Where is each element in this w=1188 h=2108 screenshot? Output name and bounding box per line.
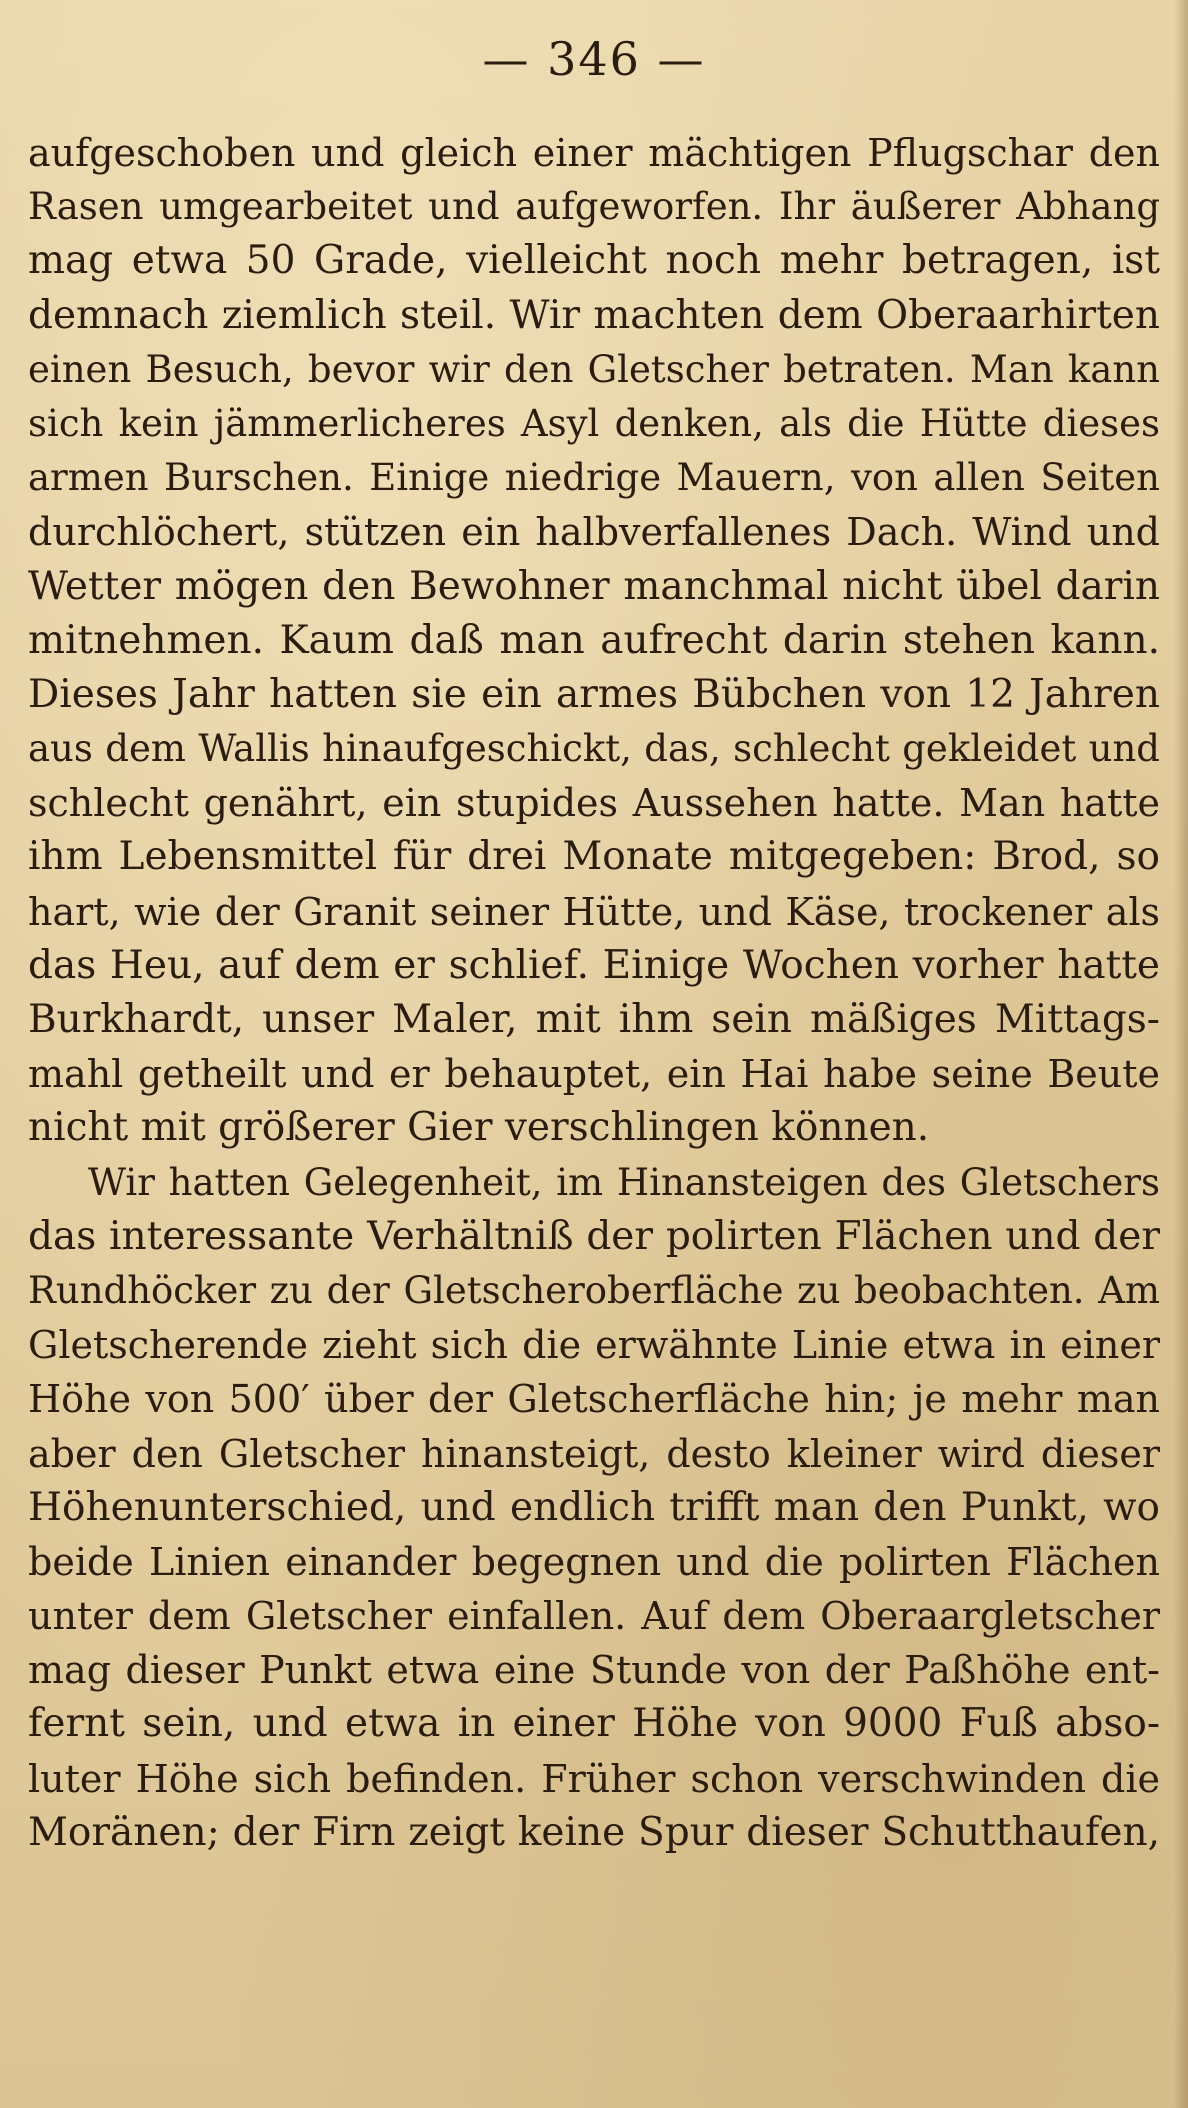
text-line: unter dem Gletscher einfallen. Auf dem Oberaargletscher <box>28 1594 1160 1639</box>
text-line: Wir hatten Gelegenheit, im Hinansteigen des Gletschers <box>88 1160 1160 1204</box>
text-line: mag dieser Punkt etwa eine Stunde von der Paßhöhe ent- <box>28 1648 1160 1693</box>
text-line: ihm Lebensmittel für drei Monate mitgegeben: Brod, so <box>28 834 1160 880</box>
text-line: schlecht genährt, ein stupides Aussehen hatte. Man hatte <box>28 781 1160 826</box>
body-text <box>28 126 1160 1860</box>
text-line: mahl getheilt und er behauptet, ein Hai habe seine Beute <box>28 1052 1160 1097</box>
text-line: Gletscherende zieht sich die erwähnte Linie etwa in einer <box>28 1323 1160 1368</box>
text-line: hart, wie der Granit seiner Hütte, und Käse, trockener als <box>28 889 1160 934</box>
text-line: beide Linien einander begegnen und die polirten Flächen <box>28 1539 1160 1584</box>
text-line: aufgeschoben und gleich einer mächtigen Pflugschar den <box>28 131 1160 175</box>
text-line: Wetter mögen den Bewohner manchmal nicht übel darin <box>28 563 1160 609</box>
text-line: Höhe von 500′ über der Gletscherfläche hin; je mehr man <box>28 1377 1160 1422</box>
text-line: das Heu, auf dem er schlief. Einige Wochen vorher hatte <box>28 942 1160 988</box>
text-line: fernt sein, und etwa in einer Höhe von 9000 Fuß abso- <box>28 1701 1160 1747</box>
text-line: Rundhöcker zu der Gletscheroberfläche zu beobachten. Am <box>28 1268 1160 1312</box>
text-line: durchlöchert, stützen ein halbverfallenes Dach. Wind und <box>28 510 1160 555</box>
text-line: Höhenunterschied, und endlich trifft man den Punkt, wo <box>28 1484 1160 1530</box>
text-line: Rasen umgearbeitet und aufgeworfen. Ihr äußerer Abhang <box>28 185 1160 229</box>
text-line: Moränen; der Firn zeigt keine Spur dieser Schutthaufen, <box>28 1809 1160 1855</box>
text-line: einen Besuch, bevor wir den Gletscher betraten. Man kann <box>28 347 1160 391</box>
text-line: luter Höhe sich befinden. Früher schon verschwinden die <box>28 1756 1160 1801</box>
text-line: demnach ziemlich steil. Wir machten dem Oberaarhirten <box>28 292 1160 338</box>
text-line: nicht mit größerer Gier verschlingen können. <box>28 1105 930 1151</box>
text-line: das interessante Verhältniß der polirten Flächen und der <box>28 1213 1160 1259</box>
text-line: aus dem Wallis hinaufgeschickt, das, schlecht gekleidet und <box>28 727 1160 771</box>
text-line: armen Burschen. Einige niedrige Mauern, von allen Seiten <box>28 456 1160 500</box>
text-line: mitnehmen. Kaum daß man aufrecht darin stehen kann. <box>28 617 1160 663</box>
page-number: — 346 — <box>482 32 706 86</box>
text-line: mag etwa 50 Grade, vielleicht noch mehr betragen, ist <box>28 238 1160 284</box>
text-line: Dieses Jahr hatten sie ein armes Bübchen von 12 Jahren <box>28 671 1160 717</box>
text-line: sich kein jämmerlicheres Asyl denken, als die Hütte dieses <box>28 401 1160 445</box>
text-line: Burkhardt, unser Maler, mit ihm sein mäßiges Mittags- <box>28 997 1160 1042</box>
page-edge-shadow <box>1174 0 1188 2108</box>
text-line: aber den Gletscher hinansteigt, desto kleiner wird dieser <box>28 1431 1160 1476</box>
